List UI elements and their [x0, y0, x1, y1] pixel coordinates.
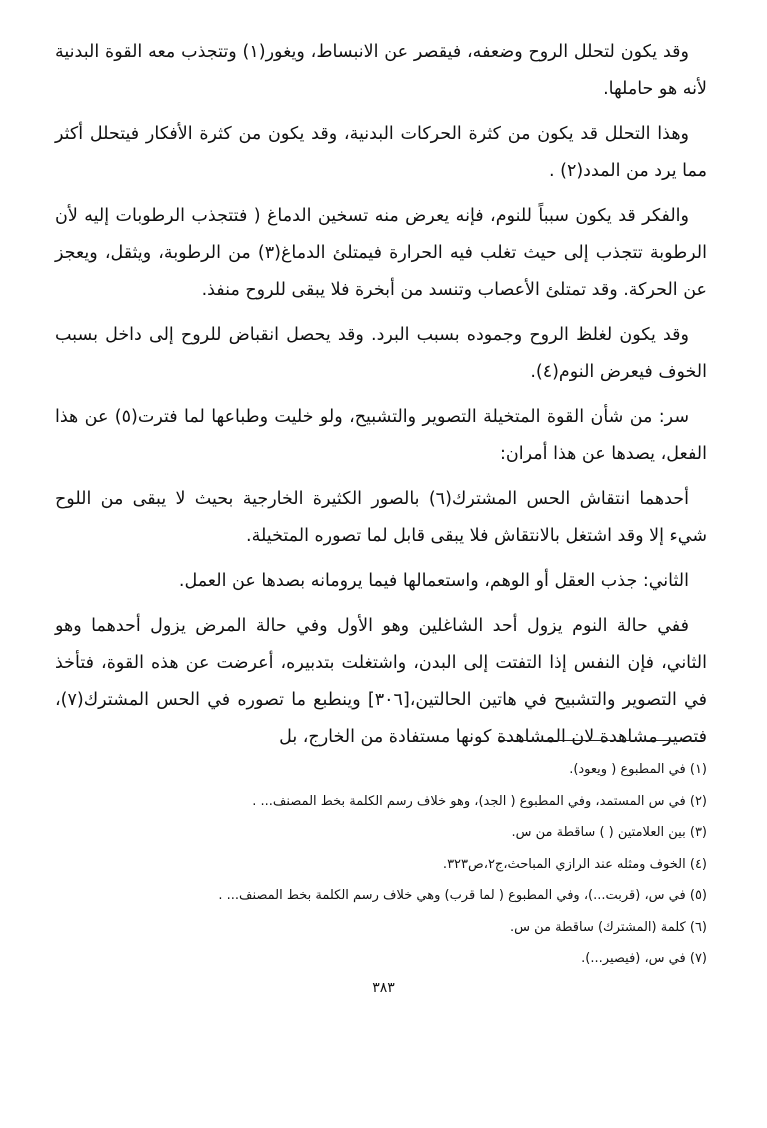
footnote: (٧) في س، (فيصير...).: [581, 951, 707, 966]
footnote: (٣) بين العلامتين ( ) ساقطة من س.: [511, 825, 707, 840]
paragraph: وهذا التحلل قد يكون من كثرة الحركات البدنية، وقد يكون من كثرة الأفكار فيتحلل أكثر مما يرد من المدد(٢) .: [55, 124, 707, 181]
paragraph: سر: من شأن القوة المتخيلة التصوير والتشبيح، ولو خليت وطباعها لما فترت(٥) عن هذا الفعل، يصدها عن هذا أمران:: [55, 407, 707, 464]
footnote: (٦) كلمة (المشترك) ساقطة من س.: [510, 919, 707, 935]
paragraph: ففي حالة النوم يزول أحد الشاغلين وهو الأول وفي حالة المرض يزول أحدهما وهو الثاني، فإن النفس إذا التفتت إلى البدن، واشتغلت بتدبيره، أعرضت عن هذه القوة، فتأخذ في التصوير والتشبيح في هاتين الحالتين،[٣٠٦] وينطبع ما تصوره في الحس المشترك(٧)، فتصير مشاهدة لان المشاهدة كونها مستفادة من الخارج، بل: [55, 616, 707, 747]
paragraph: وقد يكون لتحلل الروح وضعفه، فيقصر عن الانبساط، ويغور(١) وتتجذب معه القوة البدنية لأنه هو حاملها.: [55, 42, 707, 99]
footnote: (٢) في س المستمد، وفي المطبوع ( الجد)، وهو خلاف رسم الكلمة بخط المصنف... .: [252, 793, 707, 809]
page-number: ٣٨٣: [372, 980, 395, 996]
footnote: (٥) في س، (قربت...)، وفي المطبوع ( لما قرب) وهي خلاف رسم الكلمة بخط المصنف... .: [218, 888, 707, 903]
paragraph: الثاني: جذب العقل أو الوهم، واستعمالها فيما يرومانه بصدها عن العمل.: [178, 571, 689, 591]
footnote: (٤) الخوف ومثله عند الرازي المباحث،ج٢،ص٣٢٣.: [442, 856, 707, 872]
paragraph: وقد يكون لغلظ الروح وجموده بسبب البرد. وقد يحصل انقباض للروح إلى داخل بسبب الخوف فيعرض النوم(٤).: [55, 325, 707, 382]
main-text: [55, 34, 707, 756]
footnote-divider: [498, 740, 703, 741]
paragraph: والفكر قد يكون سبباً للنوم، فإنه يعرض منه تسخين الدماغ ( فتتجذب الرطوبات إليه لأن الرطوبة تتجذب إلى حيث تغلب فيه الحرارة فيمتلئ الدماغ(٣) من الرطوبة، ويثقل، ويعجز عن الحركة. وقد تمتلئ الأعصاب وتنسد من أبخرة فلا يبقى للروح منفذ.: [55, 206, 707, 300]
paragraph: أحدهما انتقاش الحس المشترك(٦) بالصور الكثيرة الخارجية بحيث لا يبقى من اللوح شيء إلا وقد اشتغل بالانتقاش فلا يبقى قابل لما تصوره المتخيلة.: [55, 489, 707, 546]
footnote: (١) في المطبوع ( ويعود).: [569, 762, 707, 777]
footnotes: [67, 754, 707, 975]
